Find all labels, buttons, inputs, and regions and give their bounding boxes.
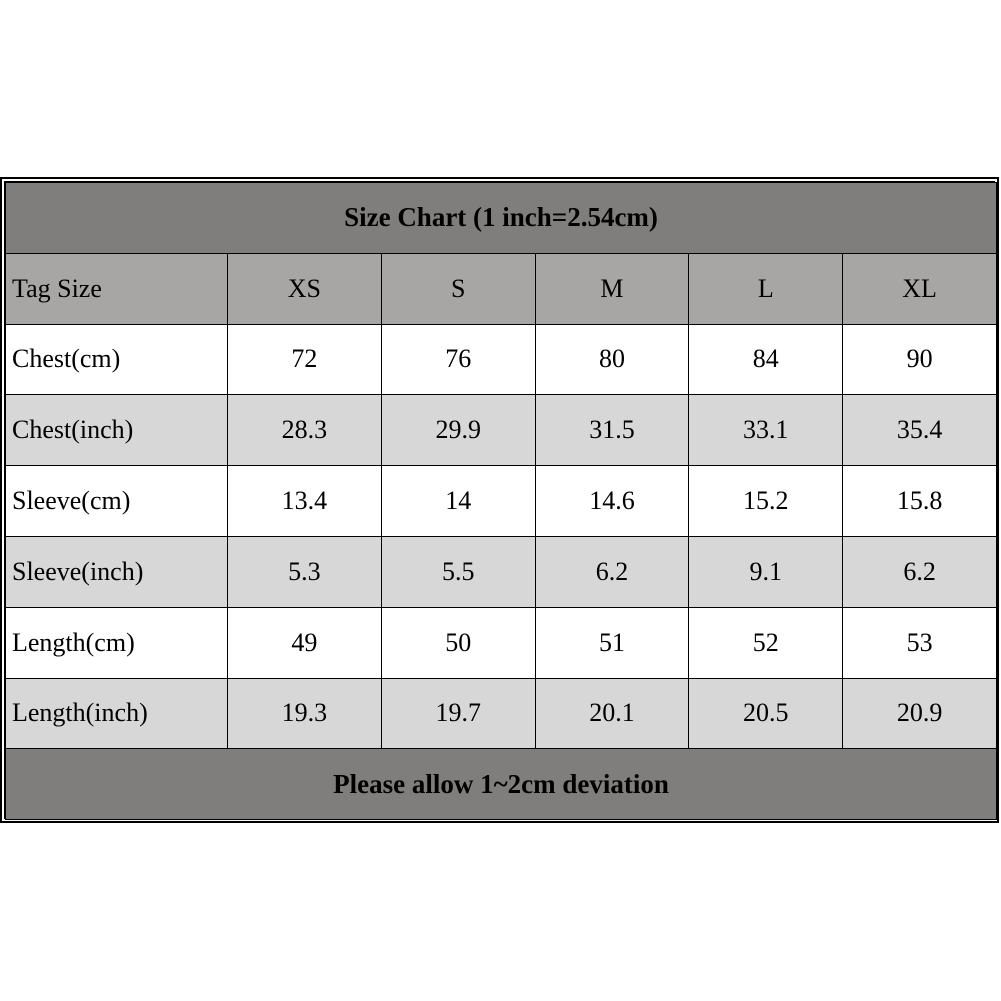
row-label: Length(inch) <box>6 678 228 749</box>
table-cell: 52 <box>689 607 843 678</box>
table-cell: 15.8 <box>843 466 997 537</box>
table-cell: 20.5 <box>689 678 843 749</box>
table-cell: 5.3 <box>228 536 382 607</box>
header-row <box>6 253 997 324</box>
table-cell: 90 <box>843 324 997 395</box>
table-cell: 19.7 <box>381 678 535 749</box>
table-cell: 31.5 <box>535 395 689 466</box>
table-cell: 6.2 <box>535 536 689 607</box>
size-header-s: S <box>381 253 535 324</box>
table-cell: 35.4 <box>843 395 997 466</box>
footer-row <box>6 749 997 820</box>
deviation-note: Please allow 1~2cm deviation <box>6 749 997 820</box>
table-row <box>6 607 997 678</box>
table-row <box>6 324 997 395</box>
table-cell: 28.3 <box>228 395 382 466</box>
table-cell: 5.5 <box>381 536 535 607</box>
table-cell: 29.9 <box>381 395 535 466</box>
row-label: Chest(inch) <box>6 395 228 466</box>
row-label: Sleeve(cm) <box>6 466 228 537</box>
table-cell: 9.1 <box>689 536 843 607</box>
table-cell: 13.4 <box>228 466 382 537</box>
table-cell: 15.2 <box>689 466 843 537</box>
size-header-xs: XS <box>228 253 382 324</box>
table-cell: 33.1 <box>689 395 843 466</box>
table-cell: 6.2 <box>843 536 997 607</box>
title-row <box>6 183 997 254</box>
table-cell: 80 <box>535 324 689 395</box>
table-cell: 14 <box>381 466 535 537</box>
table-cell: 53 <box>843 607 997 678</box>
table-cell: 76 <box>381 324 535 395</box>
row-label: Length(cm) <box>6 607 228 678</box>
table-cell: 19.3 <box>228 678 382 749</box>
size-chart <box>0 177 999 823</box>
size-header-l: L <box>689 253 843 324</box>
size-header-m: M <box>535 253 689 324</box>
size-header-xl: XL <box>843 253 997 324</box>
header-label: Tag Size <box>6 253 228 324</box>
table-cell: 49 <box>228 607 382 678</box>
size-chart-inner-border <box>4 181 995 819</box>
table-cell: 51 <box>535 607 689 678</box>
table-cell: 84 <box>689 324 843 395</box>
row-label: Sleeve(inch) <box>6 536 228 607</box>
row-label: Chest(cm) <box>6 324 228 395</box>
table-row <box>6 536 997 607</box>
chart-title: Size Chart (1 inch=2.54cm) <box>6 183 997 254</box>
table-row <box>6 678 997 749</box>
size-table <box>5 182 997 820</box>
table-cell: 20.1 <box>535 678 689 749</box>
table-cell: 20.9 <box>843 678 997 749</box>
table-cell: 14.6 <box>535 466 689 537</box>
table-cell: 50 <box>381 607 535 678</box>
table-row <box>6 466 997 537</box>
table-cell: 72 <box>228 324 382 395</box>
table-row <box>6 395 997 466</box>
